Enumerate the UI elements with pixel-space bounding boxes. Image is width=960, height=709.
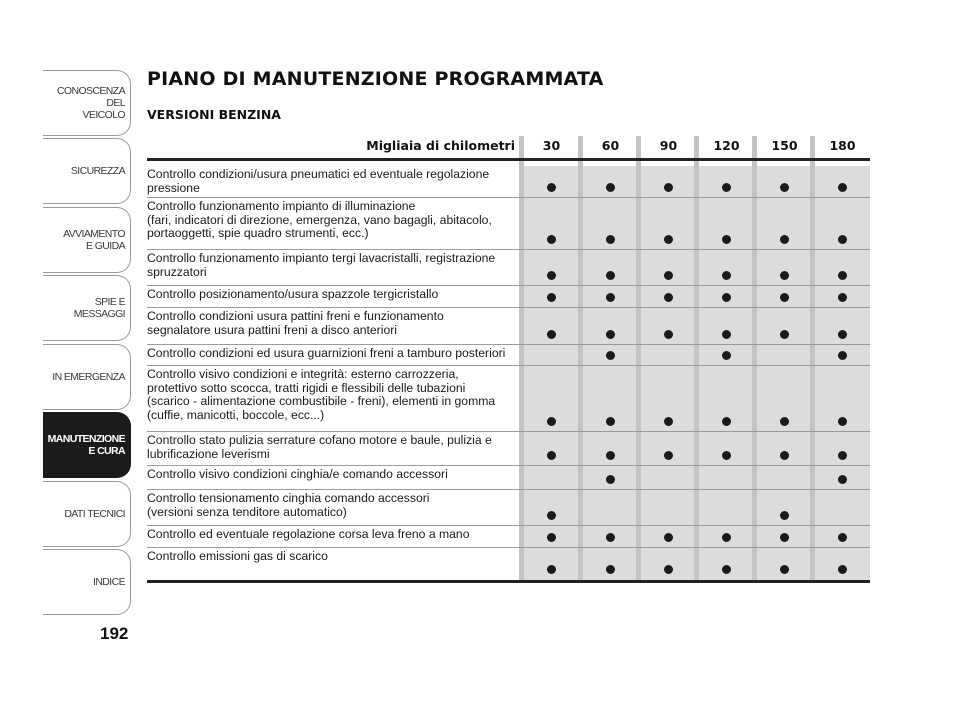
check-dot-120 [722, 271, 731, 280]
tab-spie-e-messaggi[interactable] [43, 275, 131, 341]
check-dot-150 [780, 565, 789, 574]
check-dot-180 [838, 451, 847, 460]
check-dot-120 [722, 330, 731, 339]
tab-sicurezza[interactable] [43, 138, 131, 204]
check-dot-180 [838, 475, 847, 484]
check-dot-120 [722, 417, 731, 426]
check-dot-30 [547, 511, 556, 520]
table-row [147, 166, 870, 198]
check-dot-30 [547, 293, 556, 302]
header-km-120: 120 [713, 138, 740, 153]
check-dot-120 [722, 451, 731, 460]
table-row [147, 526, 870, 548]
table-row [147, 466, 870, 490]
header-km-180: 180 [829, 138, 856, 153]
row-description: Controllo tensionamento cinghia comando accessori (versioni senza tenditore automatico) [147, 491, 430, 519]
check-dot-180 [838, 271, 847, 280]
check-dot-60 [606, 293, 615, 302]
check-dot-120 [722, 235, 731, 244]
check-dot-30 [547, 417, 556, 426]
row-description: Controllo visivo condizioni e integrità: esterno carrozzeria, protettivo sotto scocca, tratti rigidi e flessibili delle tubazioni (scarico - alimentazione combustibile - freni), elementi in gomma (cuffie, manicotti, boccole, ecc...) [147, 367, 496, 422]
tab-in-emergenza[interactable] [43, 344, 131, 410]
check-dot-150 [780, 183, 789, 192]
check-dot-90 [664, 417, 673, 426]
check-dot-180 [838, 351, 847, 360]
check-dot-30 [547, 565, 556, 574]
check-dot-120 [722, 293, 731, 302]
header-rule [147, 158, 870, 161]
header-km-90: 90 [659, 138, 678, 153]
table-row [147, 286, 870, 308]
check-dot-90 [664, 235, 673, 244]
table-row [147, 490, 870, 526]
check-dot-60 [606, 235, 615, 244]
check-dot-180 [838, 533, 847, 542]
row-description: Controllo condizioni usura pattini freni e funzionamento segnalatore usura pattini freni a disco anteriori [147, 309, 444, 337]
check-dot-60 [606, 271, 615, 280]
check-dot-30 [547, 271, 556, 280]
check-dot-180 [838, 330, 847, 339]
header-km-30: 30 [542, 138, 561, 153]
header-km-60: 60 [601, 138, 620, 153]
check-dot-60 [606, 475, 615, 484]
table-row [147, 366, 870, 432]
tab-manutenzione-e-cura[interactable] [43, 412, 131, 478]
section-subtitle: VERSIONI BENZINA [147, 107, 281, 122]
page-number: 192 [100, 624, 129, 643]
check-dot-60 [606, 533, 615, 542]
check-dot-150 [780, 511, 789, 520]
check-dot-120 [722, 183, 731, 192]
page-title: PIANO DI MANUTENZIONE PROGRAMMATA [147, 68, 604, 90]
check-dot-150 [780, 235, 789, 244]
header-km-150: 150 [771, 138, 798, 153]
tab-dati-tecnici[interactable] [43, 481, 131, 547]
table-row [147, 198, 870, 250]
check-dot-150 [780, 293, 789, 302]
tab-label: DATI TECNICI [64, 508, 125, 520]
header-km-label: Migliaia di chilometri [366, 138, 515, 153]
check-dot-180 [838, 417, 847, 426]
row-description: Controllo visivo condizioni cinghia/e comando accessori [147, 467, 448, 481]
tab-indice[interactable] [43, 549, 131, 615]
check-dot-60 [606, 351, 615, 360]
tab-label: INDICE [93, 576, 125, 588]
row-description: Controllo funzionamento impianto tergi lavacristalli, registrazione spruzzatori [147, 251, 496, 279]
table-row [147, 345, 870, 366]
tab-label: AVVIAMENTO E GUIDA [63, 228, 125, 252]
row-description: Controllo funzionamento impianto di illuminazione (fari, indicatori di direzione, emergenza, vano bagagli, abitacolo, portaoggetti, spie quadro strumenti, ecc.) [147, 199, 492, 241]
tab-avviamento-e-guida[interactable] [43, 207, 131, 273]
check-dot-90 [664, 533, 673, 542]
tab-label: MANUTENZIONE E CURA [47, 433, 125, 457]
check-dot-90 [664, 565, 673, 574]
check-dot-30 [547, 533, 556, 542]
tab-conoscenza-del-veicolo[interactable] [43, 70, 131, 136]
check-dot-60 [606, 183, 615, 192]
check-dot-120 [722, 533, 731, 542]
table-row [147, 548, 870, 580]
tab-label: IN EMERGENZA [52, 371, 125, 383]
check-dot-180 [838, 565, 847, 574]
check-dot-150 [780, 451, 789, 460]
row-description: Controllo ed eventuale regolazione corsa leva freno a mano [147, 527, 470, 541]
check-dot-60 [606, 565, 615, 574]
check-dot-180 [838, 183, 847, 192]
check-dot-150 [780, 271, 789, 280]
row-description: Controllo stato pulizia serrature cofano motore e baule, pulizia e lubrificazione leverismi [147, 433, 492, 461]
check-dot-120 [722, 351, 731, 360]
check-dot-120 [722, 565, 731, 574]
check-dot-150 [780, 417, 789, 426]
check-dot-60 [606, 417, 615, 426]
check-dot-60 [606, 330, 615, 339]
check-dot-90 [664, 271, 673, 280]
bottom-rule [147, 580, 870, 583]
tab-label: SICUREZZA [70, 165, 125, 177]
check-dot-150 [780, 533, 789, 542]
tab-label: CONOSCENZA DEL VEICOLO [56, 85, 125, 121]
check-dot-150 [780, 330, 789, 339]
tab-label: SPIE E MESSAGGI [73, 296, 125, 320]
check-dot-30 [547, 235, 556, 244]
row-description: Controllo condizioni/usura pneumatici ed eventuale regolazione pressione [147, 167, 490, 195]
check-dot-90 [664, 451, 673, 460]
table-row [147, 250, 870, 286]
check-dot-60 [606, 451, 615, 460]
row-description: Controllo posizionamento/usura spazzole tergicristallo [147, 287, 439, 301]
check-dot-90 [664, 293, 673, 302]
table-row [147, 308, 870, 345]
table-row [147, 432, 870, 466]
check-dot-180 [838, 293, 847, 302]
check-dot-30 [547, 330, 556, 339]
row-description: Controllo condizioni ed usura guarnizioni freni a tamburo posteriori [147, 346, 506, 360]
check-dot-30 [547, 451, 556, 460]
check-dot-30 [547, 183, 556, 192]
check-dot-180 [838, 235, 847, 244]
check-dot-90 [664, 183, 673, 192]
row-description: Controllo emissioni gas di scarico [147, 549, 328, 563]
check-dot-90 [664, 330, 673, 339]
maintenance-table [147, 0, 870, 709]
